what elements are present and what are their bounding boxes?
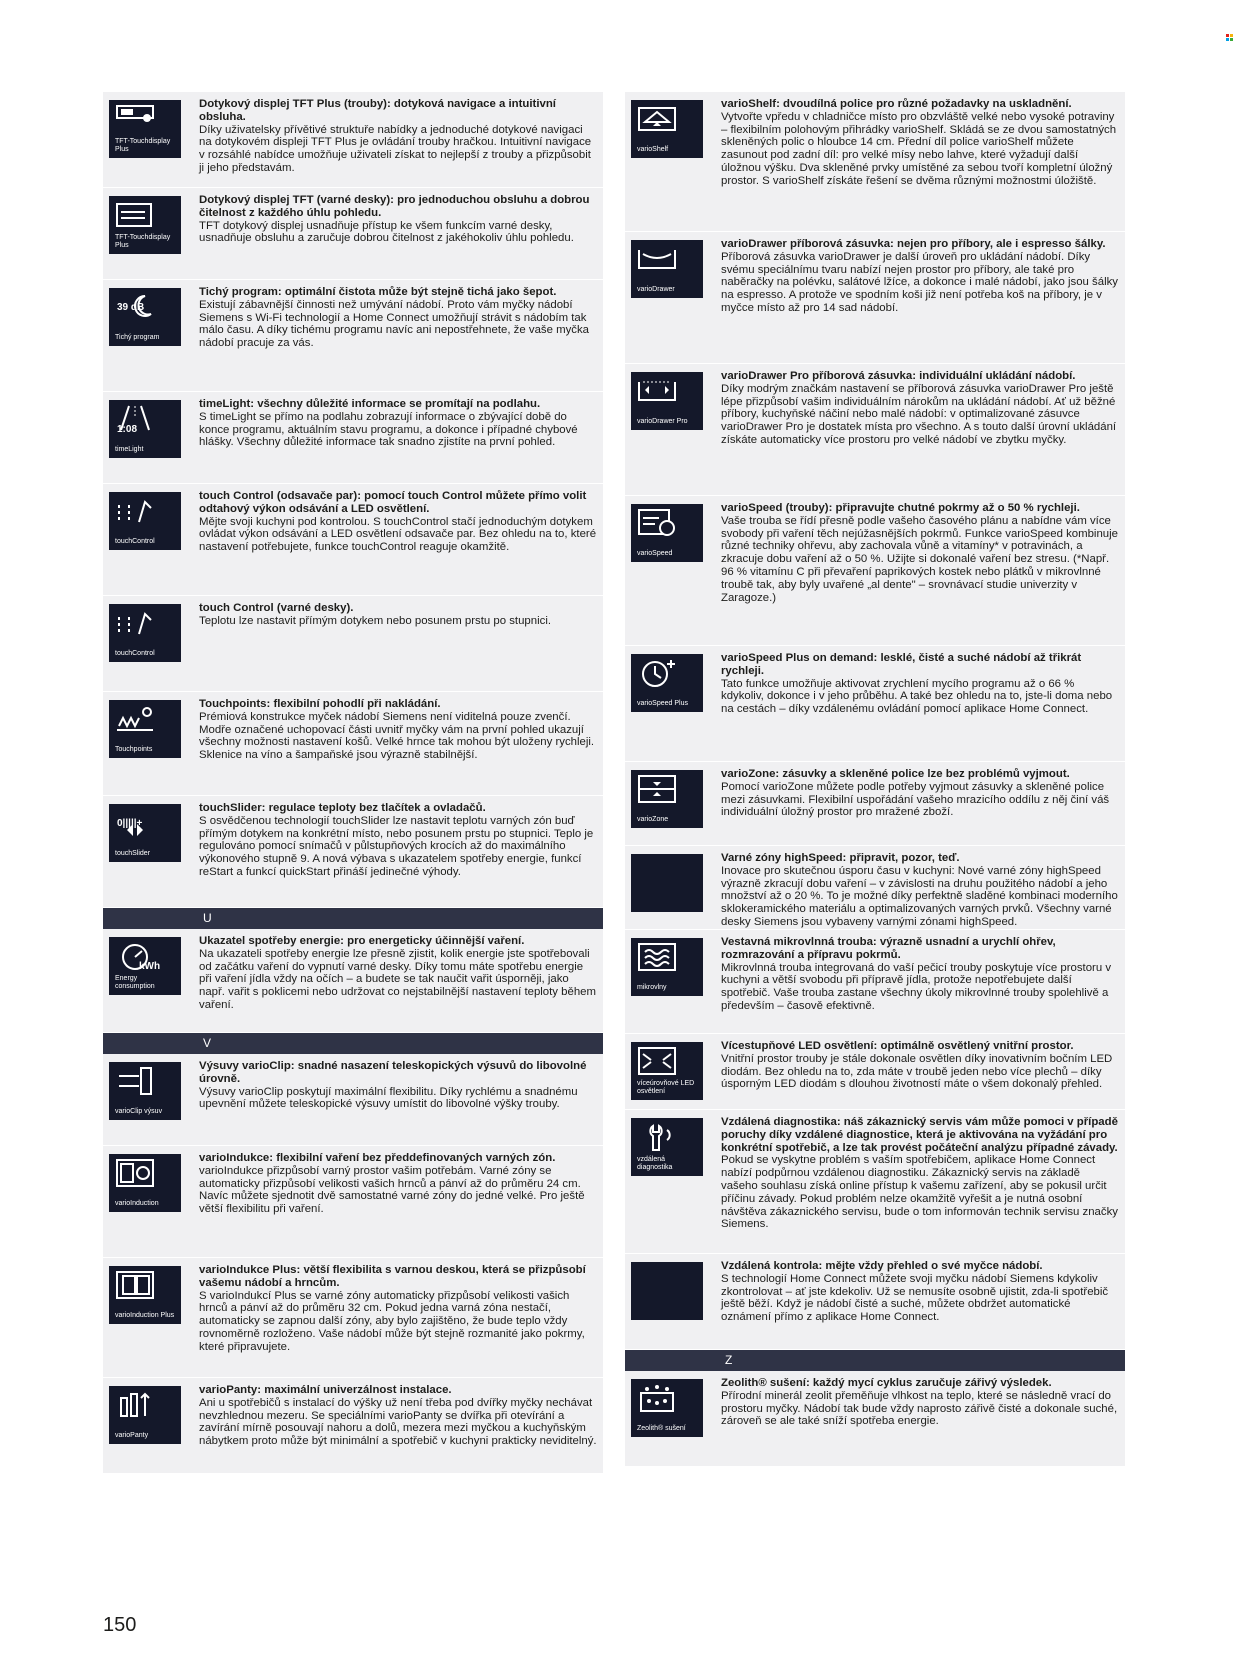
entry-body: Vytvořte vpředu v chladničce místo pro obzvláště velké nebo vysoké potraviny – flexibilním polohovým přihrádky varioShelf. Skládá se ze dvou samostatných skleněných polic o hloubce 14 cm. Přední díl police varioShelf můžete zasunout pod zadní díl: pro velké mísy nebo lahve, které vyžadují další úložnou výšku. Dva skleněné prvky umístěné za sebou tvoří kompletní úložný prostor. S varioShelf získáte řešení se dvěma různými možnostmi úložiště. — [721, 110, 1117, 187]
icon-label: Energy consumption — [115, 975, 155, 990]
icon-label: varioClip výsuv — [115, 1108, 163, 1115]
feature-entry — [625, 1371, 1125, 1467]
feature-entry — [103, 188, 603, 280]
touchcontrol-hob-icon — [109, 604, 181, 662]
icon-label: touchSlider — [115, 850, 151, 857]
entry-title: Vestavná mikrovlnná trouba: výrazně usnadní a urychlí ohřev, rozmrazování a přípravu pokrmů. — [721, 936, 1056, 961]
entry-text — [199, 194, 597, 245]
feature-entry — [625, 846, 1125, 930]
variolnduction-icon — [109, 1154, 181, 1212]
entry-title: varioIndukce Plus: větší flexibilita s varnou deskou, která se přizpůsobí vašemu nádobí a hrncům. — [199, 1264, 586, 1289]
feature-entry — [625, 762, 1125, 846]
entry-body: S osvědčenou technologií touchSlider lze nastavit teplotu varných zón buď přímým dotykem na konkrétní místo, nebo posunem prstu po stupnici. Teplo je regulováno pomocí snímačů v půlstupňových krocích až do maximálního výkonového stupně 9. A nová výbava s ukazatelem spotřeby energie, funkcí reStart a funkcí quickStart přináší jedinečné výhody. — [199, 814, 594, 878]
entry-text — [199, 935, 597, 1012]
entry-body: Díky uživatelsky přívětivé struktuře nabídky a jednoduché dotykové navigaci na dotykovém displeji TFT Plus je ovládání trouby hračkou. Intuitivní navigace v rozsáhlé nabídce umožňuje uživateli získat to nejlepší z trouby a přizpůsobit ji jeho představám. — [199, 123, 592, 174]
icon-label: TFT-Touchdisplay Plus — [115, 138, 171, 153]
section-bar-v: V — [103, 1033, 603, 1054]
variospeed-icon — [631, 504, 703, 562]
entry-title: Touchpoints: flexibilní pohodlí při nakládání. — [199, 698, 441, 710]
entry-body: Mikrovlnná trouba integrovaná do vaší pečicí trouby poskytuje více prostoru v kuchyni a větší svobodu při přípravě jídla, protože nepotřebujete další spotřebič. Vaše trouba zastane všechny úkoly mikrovlnné trouby spolehlivě a především – časově efektivně. — [721, 961, 1112, 1012]
icon-label: varioInduction — [115, 1200, 159, 1207]
section-bar-u: U — [103, 908, 603, 929]
feature-entry — [103, 484, 603, 596]
entry-text — [721, 238, 1119, 315]
icon-label: Tichý program — [115, 334, 160, 341]
icon-label: varioZone — [637, 816, 669, 823]
icon-label: varioPanty — [115, 1432, 149, 1439]
touchpoints-icon — [109, 700, 181, 758]
entry-text — [721, 768, 1119, 819]
entry-title: Výsuvy varioClip: snadné nasazení teleskopických výsuvů do libovolné úrovně. — [199, 1060, 587, 1085]
entry-text — [199, 286, 597, 350]
entry-text — [199, 1060, 597, 1111]
feature-entry — [625, 1110, 1125, 1254]
icon-label: varioShelf — [637, 146, 669, 153]
icon-label: víceúrovňové LED osvětlení — [637, 1080, 695, 1095]
entry-title: Zeolith® sušení: každý mycí cyklus zaručuje zářivý výsledek. — [721, 1377, 1052, 1389]
tft-touchdisplay-hob-icon — [109, 196, 181, 254]
icon-label: varioInduction Plus — [115, 1312, 175, 1319]
icon-text: kWh — [139, 961, 161, 972]
varioshelf-icon — [631, 100, 703, 158]
touchcontrol-hood-icon — [109, 492, 181, 550]
feature-entry — [103, 1378, 603, 1474]
entry-title: Vícestupňové LED osvětlení: optimálně osvětlený vnitřní prostor. — [721, 1040, 1074, 1052]
entry-title: touch Control (odsavače par): pomocí touch Control můžete přímo volit odtahový výkon odsávání a LED osvětlení. — [199, 490, 587, 515]
variolnduction-plus-icon — [109, 1266, 181, 1324]
entry-body: Teplotu lze nastavit přímým dotykem nebo posunem prstu po stupnici. — [199, 614, 552, 627]
icon-text: 39 dB — [117, 302, 145, 313]
entry-text — [199, 1264, 597, 1354]
feature-entry — [103, 1054, 603, 1146]
right-column — [625, 92, 1125, 1467]
feature-entry — [103, 1146, 603, 1258]
entry-title: Ukazatel spotřeby energie: pro energeticky účinnější vaření. — [199, 935, 525, 947]
feature-entry — [625, 1254, 1125, 1350]
entry-body: Prémiová konstrukce myček nádobí Siemens není viditelná pouze zvenčí. Modře označené uchopovací části uvnitř myčky vám na první pohled ukazují všechny možnosti nastavení košů. Velké hrnce tak mohou být uloženy rychleji. Sklenice na víno a šampaňské jsou výrazně stabilnější. — [199, 710, 595, 762]
entry-title: Dotykový displej TFT (varné desky): pro jednoduchou obsluhu a dobrou čitelnost z každého úhlu pohledu. — [199, 194, 590, 219]
entry-body: Vnitřní prostor trouby je stále dokonale osvětlen díky inovativním bočním LED diodám. Bez ohledu na to, zda máte v troubě jeden nebo více plechů – díky úsporným LED diodám s dlouhou životností máte o všem dokonalý přehled. — [721, 1052, 1113, 1091]
icon-label: varioSpeed Plus — [637, 700, 688, 707]
icon-label: touchControl — [115, 538, 155, 545]
feature-entry — [625, 1034, 1125, 1110]
variospeed-plus-icon — [631, 654, 703, 712]
microwave-icon — [631, 938, 703, 996]
icon-label: varioSpeed — [637, 550, 673, 557]
feature-entry — [103, 392, 603, 484]
highspeed-zones-icon — [631, 854, 703, 912]
entry-text — [721, 1377, 1119, 1428]
entry-title: Varné zóny highSpeed: připravit, pozor, teď. — [721, 852, 960, 864]
entry-title: varioSpeed (trouby): připravujte chutné pokrmy až o 50 % rychleji. — [721, 502, 1080, 514]
feature-entry — [103, 1258, 603, 1378]
touchslider-icon — [109, 804, 181, 862]
entry-title: varioDrawer příborová zásuvka: nejen pro příbory, ale i espresso šálky. — [721, 238, 1106, 250]
entry-text — [199, 398, 597, 449]
entry-title: varioIndukce: flexibilní vaření bez předdefinovaných varných zón. — [199, 1152, 556, 1164]
feature-entry — [625, 232, 1125, 364]
entry-title: varioDrawer Pro příborová zásuvka: individuální ukládání nádobí. — [721, 370, 1076, 382]
icon-label: touchControl — [115, 650, 155, 657]
icon-text: 1:08 — [117, 424, 138, 435]
left-column — [103, 92, 603, 1474]
energy-consumption-icon — [109, 937, 181, 995]
page-number: 150 — [103, 1614, 137, 1636]
entry-body: Příborová zásuvka varioDrawer je další úroveň pro ukládání nádobí. Díky svému speciálnímu tvaru nabízí nejen prostor pro příbory, ale také pro naběračky na polévku, salátové lžíce, a dokonce i malé nádobí, jako jsou šálky na espresso. A protože ve spodním koši již není potřeba koš na příbory, je v myčce místo až pro 14 sad nádobí. — [721, 250, 1119, 314]
feature-entry — [625, 364, 1125, 496]
feature-entry — [103, 596, 603, 692]
icon-label: Zeolith® sušení — [637, 1425, 686, 1432]
entry-body: Vaše trouba se řídí přesně podle vašeho časového plánu a nabídne vám více svobody při vaření těch nejúžasnějších pokrmů. Funkce varioSpeed kombinuje různé techniky ohřevu, aby zachovala vůně a vitamíny* v potravinách, a zkracuje dobu vaření až o 50 %. Užijte si dokonalé vaření bez stresu. (*Např. 96 % vitamínu C při převaření paprikových kostek nebo plátků v mikrovlnné troubě tak, aby byly uvařené „al dente" – srovnávací studie univerzity v Zaragoze.) — [721, 514, 1118, 604]
timelight-icon — [109, 400, 181, 458]
entry-body: Existují zábavnější činnosti než umývání nádobí. Proto vám myčky nádobí Siemens s Wi-Fi technologií a Home Connect umožňují strávit s nádobím tak málo času. A díky tichému programu navíc ani nepostřehnete, že vaše myčka nádobí pracuje za vás. — [199, 298, 590, 350]
entry-text — [199, 98, 597, 175]
entry-title: Vzdálená diagnostika: náš zákaznický servis vám může pomoci v případě poruchy díky vzdálené diagnostice, která je aktivována na vyžádání pro konkrétní spotřebič, a lze tak provést počáteční analýzu případné závady. — [721, 1116, 1118, 1154]
feature-entry — [625, 496, 1125, 646]
icon-label: Touchpoints — [115, 746, 153, 753]
icon-label: vzdálená diagnostika — [637, 1156, 673, 1171]
variopanty-icon — [109, 1386, 181, 1444]
varioclip-icon — [109, 1062, 181, 1120]
icon-label: TFT-Touchdisplay Plus — [115, 234, 171, 249]
entry-body: Na ukazateli spotřeby energie lze přesně zjistit, kolik energie jste spotřebovali od začátku vaření do vypnutí varné desky. Díky tomu máte spotřebu energie při vaření jídla vždy na očích – a budete se tak naučit vařit úsporněji, jako např. vařit s poklicemi nebo udržovat co nejstabilnější nastavení teploty během vaření. — [199, 947, 596, 1011]
entry-text — [721, 98, 1119, 188]
entry-title: timeLight: všechny důležité informace se promítají na podlahu. — [199, 398, 541, 410]
remote-control-icon — [631, 1262, 703, 1320]
entry-body: Tato funkce umožňuje aktivovat zrychlení mycího programu až o 66 % kdykoliv, dokonce i v jeho průběhu. A také bez ohledu na to, jste-li doma nebo na cestách – díky vzdálenému ovládání pomocí aplikace Home Connect. — [721, 677, 1113, 716]
entry-title: varioSpeed Plus on demand: lesklé, čisté a suché nádobí až třikrát rychleji. — [721, 652, 1082, 677]
variozone-icon — [631, 770, 703, 828]
entry-text — [199, 602, 597, 628]
entry-text — [199, 1384, 597, 1448]
entry-text — [721, 852, 1119, 929]
entry-body: S varioIndukcí Plus se varné zóny automaticky přizpůsobí velikosti vašich hrnců a pánví až do průměru 32 cm. Pokud jedna varná zóna nestačí, automaticky se zapnou další zóny, aby bylo zajištěno, že bude teplo vždy rovnoměrně rozloženo. Vaše nádobí může být stejně rozmanité jako pokrmy, které připravujete. — [199, 1289, 585, 1353]
variodrawer-pro-icon — [631, 372, 703, 430]
entry-body: Pokud se vyskytne problém s vaším spotřebičem, aplikace Home Connect nabízí podpůrnou vzdálenou diagnostiku. Zákaznický servis na základě vašeho souhlasu získá online přístup k vašemu zařízení, aby se pokusil určit příčinu závady. Pokud problém nelze okamžitě vyřešit a je nutná osobní návštěva zákaznického servisu, bude o tom informován technik servisu značky Siemens. — [721, 1154, 1118, 1231]
entry-body: S technologií Home Connect můžete svoji myčku nádobí Siemens kdykoliv zkontrolovat – ať jste kdekoliv. Už se nemusíte osobně ujistit, zda-li spotřebič ještě běží. Když je nádobí čisté a suché, můžete obdržet automatické oznámení přímo z aplikace Home Connect. — [721, 1272, 1109, 1324]
feature-entry — [625, 930, 1125, 1034]
icon-label: mikrovlny — [637, 984, 667, 991]
entry-title: touch Control (varné desky). — [199, 602, 354, 614]
entry-body: Přírodní minerál zeolit přeměňuje vlhkost na teplo, které se následně vrací do prostoru myčky. Nádobí tak bude vždy naprosto zářivě čisté a dokonale suché, zároveň se ale také sníží spotřeba energie. — [721, 1389, 1118, 1428]
entry-text — [721, 936, 1119, 1013]
feature-entry — [103, 929, 603, 1033]
entry-body: Pomocí varioZone můžete podle potřeby vyjmout zásuvky a skleněné police mezi zásuvkami. Flexibilní uspořádání vašeho mrazicího oddílu z něj činí váš individuální úložný prostor pro mražené zboží. — [721, 780, 1110, 819]
entry-body: varioIndukce přizpůsobí varný prostor vašim potřebám. Varné zóny se automaticky přizpůsobí velikosti vašich hrnců a pánví až do průměru 24 cm. Navíc můžete sjednotit dvě samostatné varné zóny do jedné velké. Pro ještě větší flexibilitu při vaření. — [199, 1164, 585, 1216]
entry-text — [199, 698, 597, 762]
feature-entry — [103, 796, 603, 908]
variodrawer-icon — [631, 240, 703, 298]
entry-body: Výsuvy varioClip poskytují maximální flexibilitu. Díky rychlému a snadnému upevnění můžete teleskopické výsuvy umístit do libovolné výšky trouby. — [199, 1085, 578, 1111]
entry-text — [199, 490, 597, 554]
entry-text — [721, 502, 1119, 604]
entry-body: Díky modrým značkám nastavení se příborová zásuvka varioDrawer Pro ještě lépe přizpůsobí vašim individuálním nárokům na ukládání nádobí. Ať už běžné příbory, kuchyňské náčiní nebo malé nádobí: v optimalizované zásuvce varioDrawer Pro je dostatek místa pro všechno. A s touto další úrovní ukládání získáte automaticky více prostoru pro velké nádobí ve zbytku myčky. — [721, 382, 1117, 446]
led-lighting-icon — [631, 1042, 703, 1100]
zeolith-drying-icon — [631, 1379, 703, 1437]
entry-text — [199, 1152, 597, 1216]
feature-entry — [103, 92, 603, 188]
feature-entry — [103, 692, 603, 796]
entry-text — [721, 1040, 1119, 1091]
entry-title: varioShelf: dvoudílná police pro různé požadavky na uskladnění. — [721, 98, 1072, 110]
entry-text — [721, 1116, 1119, 1231]
entry-body: TFT dotykový displej usnadňuje přístup ke všem funkcím varné desky, usnadňuje obsluhu a zaručuje dobrou čitelnost z jakéhokoliv úhlu pohledu. — [199, 219, 574, 245]
entry-body: S timeLight se přímo na podlahu zobrazují informace o zbývající době do konce programu, aktuálním stavu programu, a dokonce i případné chybové hlášky. Všechny důležité informace tak snadno zjistíte na první pohled. — [199, 410, 578, 449]
icon-text: 0|||||+ — [117, 818, 143, 829]
section-bar-z: Z — [625, 1350, 1125, 1371]
icon-label: varioDrawer — [637, 286, 675, 293]
entry-title: Dotykový displej TFT Plus (trouby): dotyková navigace a intuitivní obsluha. — [199, 98, 556, 123]
corner-color-mark — [1226, 34, 1234, 42]
remote-diagnostics-icon — [631, 1118, 703, 1176]
entry-title: Vzdálená kontrola: mějte vždy přehled o své myčce nádobí. — [721, 1260, 1043, 1272]
entry-body: Ani u spotřebičů s instalací do výšky už není třeba pod dvířky myčky nechávat nevzhlednou mezeru. Se speciálními varioPanty se dvířka při otevírání a zavírání mírně posouvají nahoru a dolů, mezera mezi myčkou a kuchyňským nábytkem proto může být minimální a spotřebič v kuchyni prakticky neviditelný. — [199, 1396, 597, 1448]
feature-entry — [103, 280, 603, 392]
entry-title: varioZone: zásuvky a skleněné police lze bez problémů vyjmout. — [721, 768, 1070, 780]
entry-text — [199, 802, 597, 879]
entry-text — [721, 1260, 1119, 1324]
feature-entry — [625, 646, 1125, 762]
tft-touchdisplay-oven-icon — [109, 100, 181, 158]
entry-body: Mějte svoji kuchyni pod kontrolou. S touchControl stačí jednoduchým dotykem ovládat výkon odsávání a LED osvětlení odsavače par. Bez ohledu na to, které nastavení potřebujete, funkce touchControl reaguje okamžitě. — [199, 515, 597, 554]
entry-title: Tichý program: optimální čistota může být stejně tichá jako šepot. — [199, 286, 557, 298]
entry-text — [721, 370, 1119, 447]
entry-text — [721, 652, 1119, 716]
entry-body: Inovace pro skutečnou úsporu času v kuchyni: Nové varné zóny highSpeed výrazně zkracují dobu vaření – v závislosti na druhu použitého nádobí a jeho množství až o 20 %. To je možné díky perfektně sladěné kombinaci moderního sklokeramického materiálu a optimalizovaných varných prvků. Všechny varné desky Siemens jsou vybaveny varnými zónami highSpeed. — [721, 864, 1118, 928]
icon-label: varioDrawer Pro — [637, 418, 688, 425]
feature-entry — [625, 92, 1125, 232]
silent-program-icon — [109, 288, 181, 346]
icon-label: timeLight — [115, 446, 144, 453]
entry-title: touchSlider: regulace teploty bez tlačítek a ovladačů. — [199, 802, 486, 814]
entry-title: varioPanty: maximální univerzálnost instalace. — [199, 1384, 452, 1396]
